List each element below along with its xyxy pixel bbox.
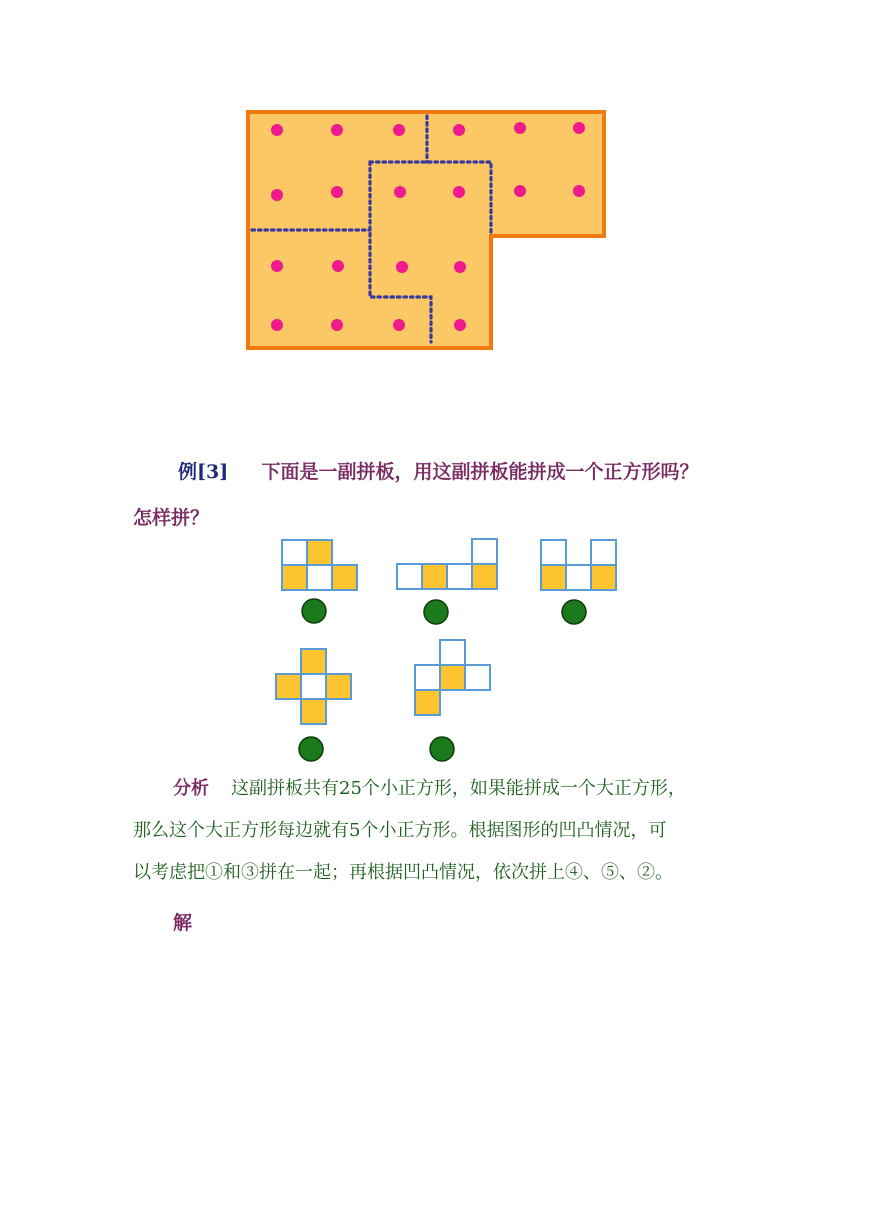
analysis-line3: 以考虑把①和③拼在一起；再根据凹凸情况，依次拼上④、⑤、②。 bbox=[133, 862, 673, 883]
analysis-line2: 那么这个大正方形每边就有5个小正方形。根据图形的凹凸情况，可 bbox=[133, 820, 667, 841]
piece-2-cell bbox=[422, 564, 447, 589]
piece-3-cell bbox=[541, 540, 566, 565]
piece-5-cell bbox=[440, 640, 465, 665]
piece-1-cell bbox=[282, 540, 307, 565]
analysis-line1 bbox=[133, 768, 753, 810]
example-question-line2: 怎样拼？ bbox=[133, 507, 210, 529]
example-question-line1 bbox=[178, 457, 698, 484]
board-dot bbox=[514, 185, 526, 197]
board-dot bbox=[271, 319, 283, 331]
piece-1-cell bbox=[307, 565, 332, 590]
piece-4-marker bbox=[299, 737, 323, 761]
piece-4-cell bbox=[301, 649, 326, 674]
board-dot bbox=[396, 261, 408, 273]
piece-5-marker bbox=[430, 737, 454, 761]
piece-3-cell bbox=[591, 565, 616, 590]
piece-2-cell bbox=[447, 564, 472, 589]
piece-1-cell bbox=[332, 565, 357, 590]
puzzle-piece-cells bbox=[276, 539, 616, 724]
board-dot bbox=[331, 124, 343, 136]
board-dot bbox=[331, 319, 343, 331]
puzzle-pieces-figure bbox=[270, 532, 630, 770]
board-dot bbox=[394, 186, 406, 198]
piece-5-cell bbox=[415, 690, 440, 715]
piece-2-marker bbox=[424, 600, 448, 624]
board-dot bbox=[393, 319, 405, 331]
piece-4-cell bbox=[326, 674, 351, 699]
board-dot bbox=[573, 185, 585, 197]
board-dot bbox=[271, 124, 283, 136]
board-dot bbox=[331, 186, 343, 198]
piece-3-cell bbox=[541, 565, 566, 590]
piece-2-cell bbox=[472, 539, 497, 564]
piece-5-cell bbox=[440, 665, 465, 690]
piece-4-cell bbox=[276, 674, 301, 699]
puzzle-board-figure bbox=[240, 100, 620, 360]
board-dot bbox=[453, 186, 465, 198]
piece-5-cell bbox=[415, 665, 440, 690]
board-dot bbox=[271, 260, 283, 272]
board-dot bbox=[332, 260, 344, 272]
example-label: 例[3] bbox=[178, 461, 229, 483]
solution-label: 解 bbox=[173, 912, 193, 934]
piece-5-cell bbox=[465, 665, 490, 690]
piece-3-cell bbox=[591, 540, 616, 565]
board-dot bbox=[454, 319, 466, 331]
piece-1-cell bbox=[282, 565, 307, 590]
board-dot bbox=[514, 122, 526, 134]
piece-1-cell bbox=[307, 540, 332, 565]
piece-1-marker bbox=[302, 599, 326, 623]
piece-4-cell bbox=[301, 699, 326, 724]
piece-4-cell bbox=[301, 674, 326, 699]
board-dot bbox=[454, 261, 466, 273]
piece-2-cell bbox=[472, 564, 497, 589]
board-dot bbox=[393, 124, 405, 136]
analysis-paragraph bbox=[133, 768, 753, 894]
board-dot bbox=[271, 189, 283, 201]
board-dot bbox=[453, 124, 465, 136]
piece-2-cell bbox=[397, 564, 422, 589]
analysis-label: 分析 bbox=[173, 778, 209, 799]
example-question-text: 下面是一副拼板，用这副拼板能拼成一个正方形吗？ bbox=[261, 461, 699, 483]
piece-3-cell bbox=[566, 565, 591, 590]
analysis-text-1: 这副拼板共有25个小正方形，如果能拼成一个大正方形， bbox=[231, 778, 686, 799]
board-dot bbox=[573, 122, 585, 134]
piece-3-marker bbox=[562, 600, 586, 624]
